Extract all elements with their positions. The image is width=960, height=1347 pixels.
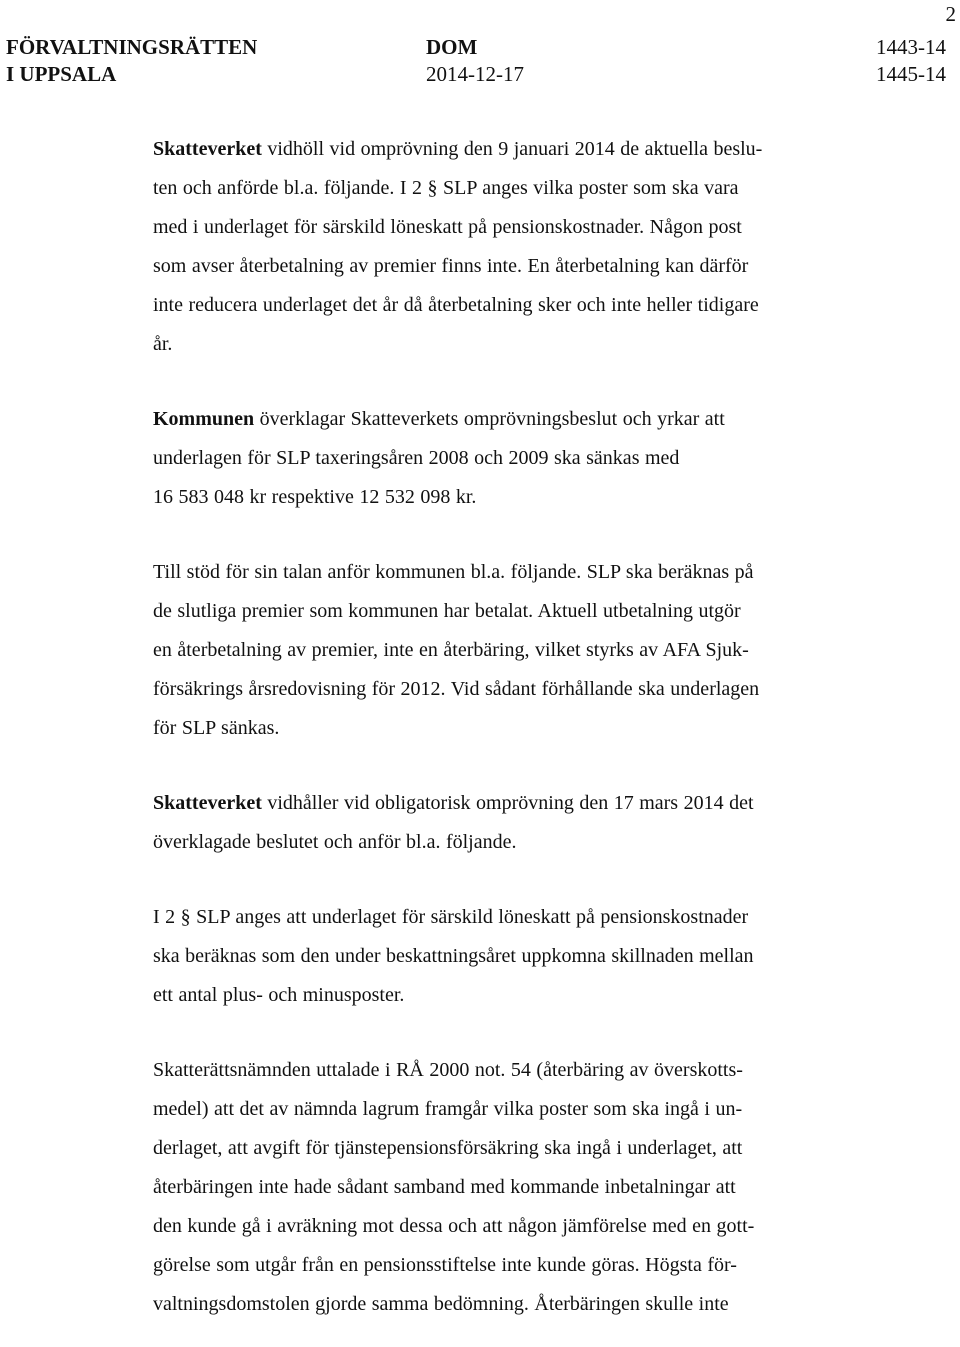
- text-line: [153, 130, 853, 169]
- text-line: ska beräknas som den under beskattningsåret uppkomna skillnaden mellan: [153, 945, 754, 967]
- text-line: medel) att det av nämnda lagrum framgår vilka poster som ska ingå i un-: [153, 1098, 743, 1120]
- paragraph-lead: Skatteverket: [153, 138, 262, 160]
- paragraph: [153, 1051, 853, 1324]
- court-name: [6, 34, 257, 88]
- text-line: den kunde gå i avräkning mot dessa och att någon jämförelse med en gott-: [153, 1215, 755, 1237]
- text-line: ett antal plus- och minusposter.: [153, 984, 405, 1006]
- text-line: för SLP sänkas.: [153, 717, 280, 739]
- text-line: en återbetalning av premier, inte en återbäring, vilket styrks av AFA Sjuk-: [153, 639, 749, 661]
- text-line: [153, 400, 853, 439]
- case-number: 1445-14: [876, 62, 946, 86]
- document-body: [153, 130, 853, 1324]
- text-line: Skatterättsnämnden uttalade i RÅ 2000 not. 54 (återbäring av överskotts-: [153, 1059, 743, 1081]
- document-header: [6, 34, 946, 90]
- text-line-content: vidhåller vid obligatorisk omprövning den 17 mars 2014 det: [261, 792, 754, 814]
- text-line: återbäringen inte hade sådant samband med kommande inbetalningar att: [153, 1176, 736, 1198]
- court-name-line: FÖRVALTNINGSRÄTTEN: [6, 35, 258, 59]
- text-line: försäkrings årsredovisning för 2012. Vid sådant förhållande ska underlagen: [153, 678, 760, 700]
- court-name-line: I UPPSALA: [6, 62, 117, 86]
- paragraph: [153, 553, 853, 748]
- paragraph-lead: Skatteverket: [153, 792, 262, 814]
- text-line: de slutliga premier som kommunen har betalat. Aktuell utbetalning utgör: [153, 600, 741, 622]
- paragraph: [153, 400, 853, 517]
- text-line: underlagen för SLP taxeringsåren 2008 och 2009 ska sänkas med: [153, 447, 680, 469]
- text-line: derlaget, att avgift för tjänstepensionsförsäkring ska ingå i underlaget, att: [153, 1137, 743, 1159]
- page-number: 2: [945, 2, 956, 26]
- text-line: I 2 § SLP anges att underlaget för särskild löneskatt på pensionskostnader: [153, 906, 749, 928]
- text-line-content: vidhöll vid omprövning den 9 januari 2014 de aktuella beslu-: [261, 138, 763, 160]
- text-line: ten och anförde bl.a. följande. I 2 § SLP anges vilka poster som ska vara: [153, 177, 739, 199]
- text-line: med i underlaget för särskild löneskatt på pensionskostnader. Någon post: [153, 216, 742, 238]
- paragraph: [153, 130, 853, 364]
- paragraph: [153, 898, 853, 1015]
- text-line: [153, 784, 853, 823]
- text-line: överklagade beslutet och anför bl.a. följande.: [153, 831, 517, 853]
- text-line: valtningsdomstolen gjorde samma bedömning. Återbäringen skulle inte: [153, 1293, 729, 1315]
- document-info: [426, 34, 524, 88]
- document-date: 2014-12-17: [426, 62, 524, 86]
- paragraph: [153, 784, 853, 862]
- text-line: inte reducera underlaget det år då återbetalning sker och inte heller tidigare: [153, 294, 759, 316]
- text-line: Till stöd för sin talan anför kommunen bl.a. följande. SLP ska beräknas på: [153, 561, 754, 583]
- text-line: år.: [153, 333, 173, 355]
- text-line-content: överklagar Skatteverkets omprövningsbeslut och yrkar att: [254, 408, 725, 430]
- text-line: görelse som utgår från en pensionsstiftelse inte kunde göras. Högsta för-: [153, 1254, 737, 1276]
- case-number: 1443-14: [876, 35, 946, 59]
- case-numbers: [876, 34, 946, 88]
- document-type: DOM: [426, 35, 478, 59]
- paragraph-lead: Kommunen: [153, 408, 255, 430]
- text-line: som avser återbetalning av premier finns inte. En återbetalning kan därför: [153, 255, 749, 277]
- text-line: 16 583 048 kr respektive 12 532 098 kr.: [153, 486, 477, 508]
